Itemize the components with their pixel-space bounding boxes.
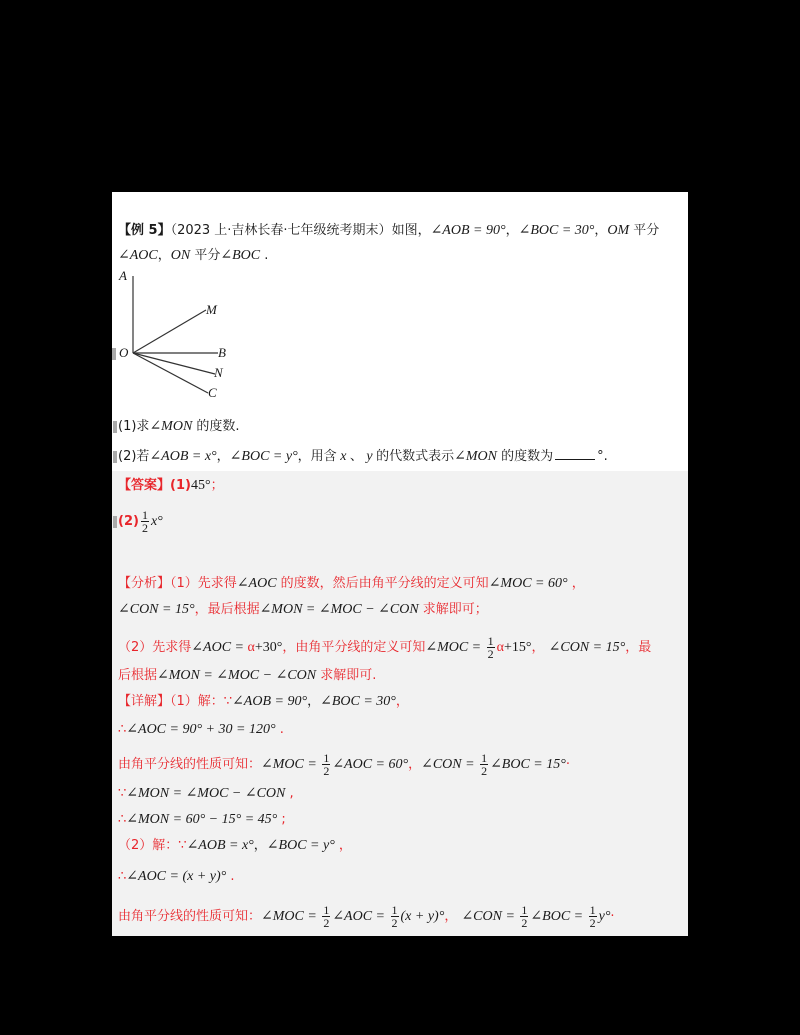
numerator: 1 [323, 903, 330, 917]
math: ∠BOC = 30° [320, 694, 396, 709]
analysis-line-1 [118, 575, 585, 593]
math: +15° [503, 640, 532, 655]
text: 、 [349, 449, 363, 464]
text: ； [210, 478, 224, 493]
math-om: OM [607, 223, 630, 238]
denominator: 2 [323, 916, 330, 930]
text: ， [334, 838, 352, 853]
math-boc-2: ∠BOC [220, 248, 261, 263]
label-c: C [208, 385, 217, 400]
math: ∠AOC = [191, 640, 248, 655]
fraction-half [480, 752, 488, 777]
question-1 [113, 418, 240, 436]
solution-section [112, 471, 688, 936]
math: +30° [254, 640, 283, 655]
angle-rays-figure [114, 270, 254, 405]
question-2 [113, 448, 608, 466]
text: . [260, 248, 269, 263]
text: ， [567, 576, 585, 591]
denominator: 2 [141, 521, 148, 535]
text: 先求得 [152, 640, 192, 655]
text: ， [408, 757, 422, 772]
text: 的度数为 [497, 449, 554, 464]
text: . [226, 869, 235, 884]
margin-marker [113, 421, 117, 433]
denominator: 2 [487, 647, 494, 661]
math: ∠MOC = [261, 909, 321, 924]
math: ∠CON = 15° [118, 602, 195, 617]
math: ∠CON = 15° [548, 640, 626, 655]
text: 的度数. [192, 419, 240, 434]
property-label: 由角平分线的性质可知： [118, 909, 262, 924]
detail-line-5 [118, 811, 286, 829]
math-mon: ∠MON [149, 419, 193, 434]
numerator: 1 [141, 508, 148, 522]
text: （2） [118, 640, 153, 655]
answer-tag: 【答案】 [118, 478, 171, 493]
math-aob: ∠AOB = 90° [430, 223, 506, 238]
math: ∠MON = ∠MOC − ∠CON [126, 786, 286, 801]
text: 如图， [391, 223, 431, 238]
math-x: x [336, 449, 350, 464]
math: y° [598, 909, 611, 924]
text: ， [444, 909, 462, 924]
example-tag: 【例 5】 [118, 223, 171, 238]
answer-line-1 [118, 477, 224, 495]
math-aob-x: ∠AOB = x° [149, 449, 217, 464]
analysis-line-4 [118, 667, 376, 685]
numerator: 1 [589, 903, 596, 917]
text: 的度数，然后由角平分线的定义可知 [276, 576, 489, 591]
numerator: 1 [521, 903, 528, 917]
fraction-half [141, 509, 149, 534]
math: ∠AOB = x° [186, 838, 254, 853]
text: 平分 [190, 248, 221, 263]
fraction-half [391, 904, 399, 929]
math: ∠MOC = [261, 757, 321, 772]
text: （1）解： [170, 694, 224, 709]
numerator: 1 [391, 903, 398, 917]
q2-number: (2) [118, 449, 137, 464]
because-symbol: ∵ [178, 838, 187, 853]
therefore-symbol: ∴ [118, 722, 127, 737]
math-aoc: ∠AOC [118, 248, 158, 263]
therefore-symbol: ∴ [118, 869, 127, 884]
text: °. [597, 449, 608, 464]
denominator: 2 [323, 764, 330, 778]
math: ∠MOC = [425, 640, 485, 655]
numerator: 1 [323, 751, 330, 765]
math: ∠MON = 60° − 15° = 45° [126, 812, 278, 827]
text: ， [594, 223, 608, 238]
math-alpha: α [247, 640, 255, 655]
fraction-half [322, 752, 330, 777]
angle-diagram [114, 270, 254, 405]
text: · [610, 909, 615, 924]
text: ， [253, 838, 267, 853]
problem-source: （2023 上·吉林长春·七年级统考期末） [170, 223, 392, 238]
math: ∠BOC = [530, 909, 587, 924]
math: ∠AOC = 90° + 30 = 120° [126, 722, 276, 737]
text: 平分 [629, 223, 660, 238]
denominator: 2 [521, 916, 528, 930]
therefore-symbol: ∴ [118, 812, 127, 827]
detail-line-8 [118, 904, 615, 929]
math: ∠AOC = (x + y)° [126, 869, 227, 884]
fraction-half [520, 904, 528, 929]
problem-line-1 [118, 222, 659, 240]
text: ， [505, 223, 519, 238]
text: (1) [170, 478, 191, 493]
detail-line-1 [118, 693, 409, 711]
math: ∠CON = [421, 757, 479, 772]
detail-line-4 [118, 785, 294, 803]
text: ，用含 [297, 449, 337, 464]
margin-marker [113, 451, 117, 463]
text: . [275, 722, 284, 737]
math: ∠MON = ∠MOC − ∠CON [259, 602, 419, 617]
math: ∠AOC = [332, 909, 389, 924]
math: ∠AOC = 60° [332, 757, 409, 772]
numerator: 1 [487, 634, 494, 648]
because-symbol: ∵ [118, 786, 127, 801]
detail-tag: 【详解】 [118, 694, 171, 709]
label-n: N [214, 365, 223, 380]
answer-1-value: 45° [190, 478, 211, 493]
property-label: 由角平分线的性质可知： [118, 757, 262, 772]
margin-marker [112, 348, 116, 360]
answer-line-2 [113, 509, 163, 534]
math-on: ON [170, 248, 191, 263]
fraction-half [322, 904, 330, 929]
text: ，最后根据 [194, 602, 260, 617]
label-m: M [206, 302, 217, 317]
fraction-half [589, 904, 597, 929]
answer-blank [555, 459, 595, 460]
label-b: B [218, 345, 226, 360]
math: ∠BOC = 15° [490, 757, 566, 772]
text: 先求得 [197, 576, 237, 591]
label-o: O [119, 345, 129, 360]
fraction-half [487, 635, 495, 660]
text: ， [395, 694, 409, 709]
text: (2) [118, 514, 139, 529]
text: , [285, 786, 294, 801]
math: ∠AOB = 90° [232, 694, 308, 709]
denominator: 2 [589, 916, 596, 930]
answer-2-value: x° [150, 514, 163, 529]
math: ∠BOC = y° [266, 838, 335, 853]
text: （1） [170, 576, 198, 591]
text: ， [307, 694, 321, 709]
text: 若 [136, 449, 150, 464]
text: 求 [136, 419, 150, 434]
text: 求解即可. [316, 668, 377, 683]
math: ∠CON = [461, 909, 519, 924]
math: (x + y)° [400, 909, 445, 924]
text: ，最 [625, 640, 652, 655]
text: ， [531, 640, 549, 655]
text: ; [277, 812, 286, 827]
text: 求解即可； [418, 602, 488, 617]
analysis-line-3 [118, 635, 651, 660]
math: ∠MON = ∠MOC − ∠CON [157, 668, 317, 683]
text: ， [157, 248, 171, 263]
detail-line-2 [118, 721, 284, 739]
math-boc: ∠BOC = 30° [518, 223, 595, 238]
math-mon: ∠MON [454, 449, 497, 464]
analysis-line-2 [118, 601, 488, 619]
math: ∠MOC = 60° [488, 576, 568, 591]
math-alpha: α [496, 640, 504, 655]
because-symbol: ∵ [223, 694, 233, 709]
numerator: 1 [481, 751, 488, 765]
text: 的代数式表示 [376, 449, 455, 464]
analysis-tag: 【分析】 [118, 576, 171, 591]
document-page [112, 192, 688, 936]
text: 后根据 [118, 668, 158, 683]
problem-line-2 [118, 247, 268, 265]
denominator: 2 [391, 916, 398, 930]
detail-line-6 [118, 837, 352, 855]
q1-number: (1) [118, 419, 137, 434]
text: ， [216, 449, 230, 464]
label-a: A [119, 268, 127, 283]
math: ∠AOC [236, 576, 277, 591]
math-boc-y: ∠BOC = y° [229, 449, 298, 464]
margin-marker [113, 516, 117, 528]
text: （2）解： [118, 838, 179, 853]
detail-line-3 [118, 752, 570, 777]
detail-line-7 [118, 868, 235, 886]
text: ，由角平分线的定义可知 [282, 640, 426, 655]
math-y: y [362, 449, 377, 464]
denominator: 2 [481, 764, 488, 778]
text: · [565, 757, 570, 772]
